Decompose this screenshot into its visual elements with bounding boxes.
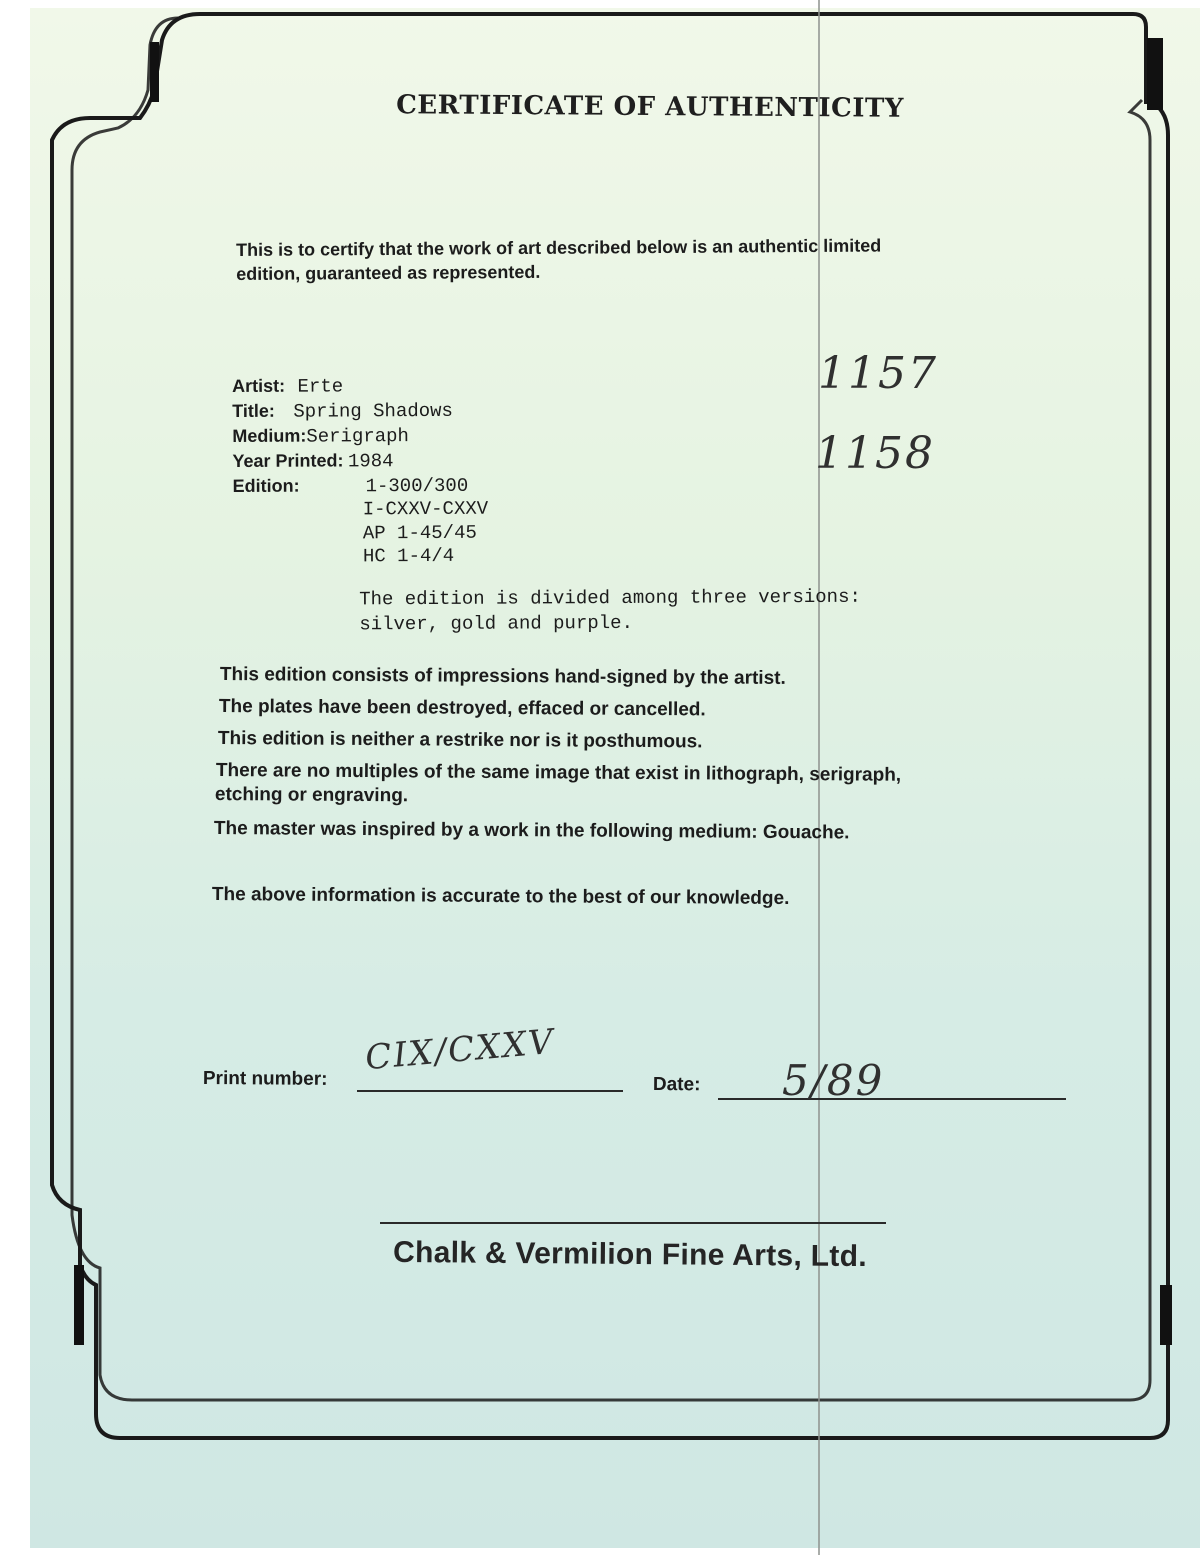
frame-tab-top-right <box>1147 38 1163 110</box>
year-row <box>232 450 393 473</box>
year-value: 1984 <box>347 450 394 473</box>
edition-note-line-1: The edition is divided among three versions: <box>359 585 861 611</box>
edition-label: Edition: <box>232 475 300 496</box>
statement-not-restrike: This edition is neither a restrike nor is it posthumous. <box>217 728 703 753</box>
artist-label: Artist: <box>232 375 286 396</box>
edition-line: AP 1-45/45 <box>362 521 477 545</box>
print-number-line <box>357 1090 623 1092</box>
certificate-title: CERTIFICATE OF AUTHENTICITY <box>396 90 904 124</box>
statement-no-multiples: There are no multiples of the same image that exist in lithograph, serigraph, <box>215 760 902 786</box>
frame-tab-bottom-left <box>74 1265 84 1345</box>
title-value: Spring Shadows <box>293 399 454 423</box>
intro-line-2: edition, guaranteed as represented. <box>236 261 541 284</box>
medium-value: Serigraph <box>306 425 409 448</box>
statement-no-multiples-cont: etching or engraving. <box>214 784 409 807</box>
company-signature-line <box>380 1222 886 1224</box>
title-row <box>232 400 453 423</box>
handwritten-ref-1: 1157 <box>818 348 938 399</box>
artist-value: Erte <box>297 375 344 398</box>
frame-tab-bottom-right <box>1160 1285 1172 1345</box>
edition-note-line-2: silver, gold and purple. <box>359 611 634 636</box>
frame-tab-top-left <box>150 42 159 102</box>
artist-row <box>232 375 343 398</box>
handwritten-ref-2: 1158 <box>815 428 935 479</box>
medium-label: Medium: <box>232 425 307 446</box>
date-label: Date: <box>652 1074 701 1096</box>
edition-line: I-CXXV-CXXV <box>362 497 489 521</box>
year-label: Year Printed: <box>232 450 344 471</box>
frame-outline <box>52 14 1168 1438</box>
statement-hand-signed: This edition consists of impressions hand-signed by the artist. <box>219 664 786 689</box>
intro-text <box>236 232 1036 286</box>
date-line <box>718 1098 1066 1100</box>
statement-plates-destroyed: The plates have been destroyed, effaced or cancelled. <box>218 696 706 721</box>
edition-row <box>233 476 300 497</box>
statement-master-medium: The master was inspired by a work in the following medium: Gouache. <box>213 818 850 844</box>
company-name: Chalk & Vermilion Fine Arts, Ltd. <box>392 1235 868 1274</box>
title-label: Title: <box>232 400 275 421</box>
medium-row <box>232 425 409 448</box>
edition-line: HC 1-4/4 <box>362 544 455 568</box>
statement-accuracy: The above information is accurate to the best of our knowledge. <box>211 884 790 910</box>
handwritten-print-number: CIX/CXXV <box>363 1021 557 1079</box>
handwritten-date: 5/89 <box>782 1056 885 1105</box>
print-number-label: Print number: <box>202 1068 328 1090</box>
edition-line: 1-300/300 <box>365 474 469 498</box>
intro-line-1: This is to certify that the work of art described below is an authentic limited <box>236 235 882 260</box>
